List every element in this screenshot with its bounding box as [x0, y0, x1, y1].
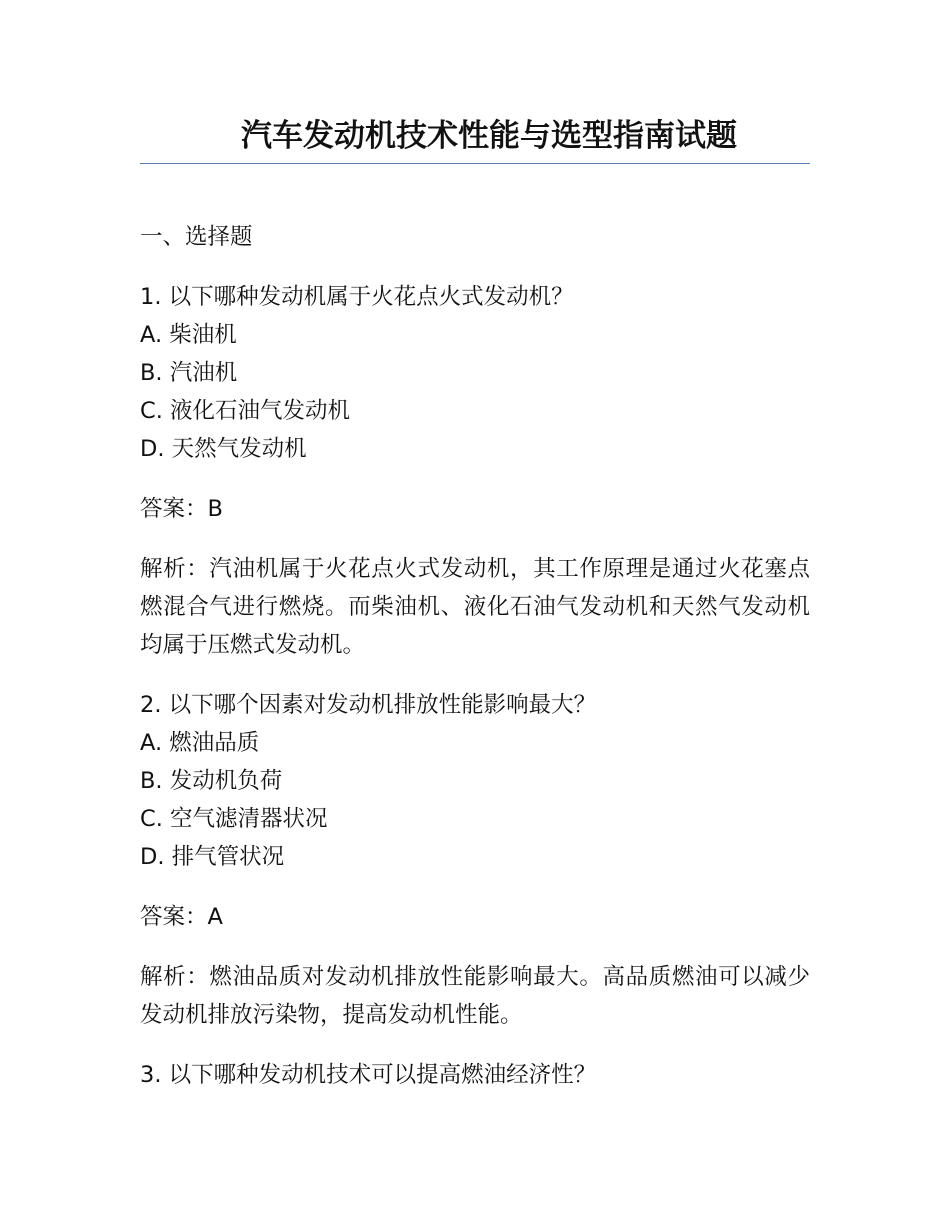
question-text: 2. 以下哪个因素对发动机排放性能影响最大？ [140, 692, 597, 718]
question-1 [140, 278, 810, 468]
document-body [140, 218, 810, 1094]
title-underline [140, 163, 810, 164]
option-c: C. 空气滤清器状况 [140, 806, 328, 832]
explanation-1: 解析：汽油机属于火花点火式发动机，其工作原理是通过火花塞点燃混合气进行燃烧。而柴油机、液化石油气发动机和天然气发动机均属于压燃式发动机。 [140, 556, 810, 658]
section-heading: 一、选择题 [140, 224, 253, 250]
question-3: 3. 以下哪种发动机技术可以提高燃油经济性？ [140, 1062, 597, 1088]
answer-2: 答案：A [140, 904, 223, 930]
explanation-2: 解析：燃油品质对发动机排放性能影响最大。高品质燃油可以减少发动机排放污染物，提高发动机性能。 [140, 964, 810, 1028]
option-d: D. 排气管状况 [140, 844, 285, 870]
option-a: A. 柴油机 [140, 322, 237, 348]
option-b: B. 汽油机 [140, 360, 238, 386]
answer-1: 答案：B [140, 496, 223, 522]
option-c: C. 液化石油气发动机 [140, 398, 351, 424]
question-text: 1. 以下哪种发动机属于火花点火式发动机？ [140, 284, 574, 310]
option-d: D. 天然气发动机 [140, 436, 307, 462]
option-a: A. 燃油品质 [140, 730, 260, 756]
question-2 [140, 686, 810, 876]
page-title: 汽车发动机技术性能与选型指南试题 [241, 118, 737, 154]
option-b: B. 发动机负荷 [140, 768, 283, 794]
